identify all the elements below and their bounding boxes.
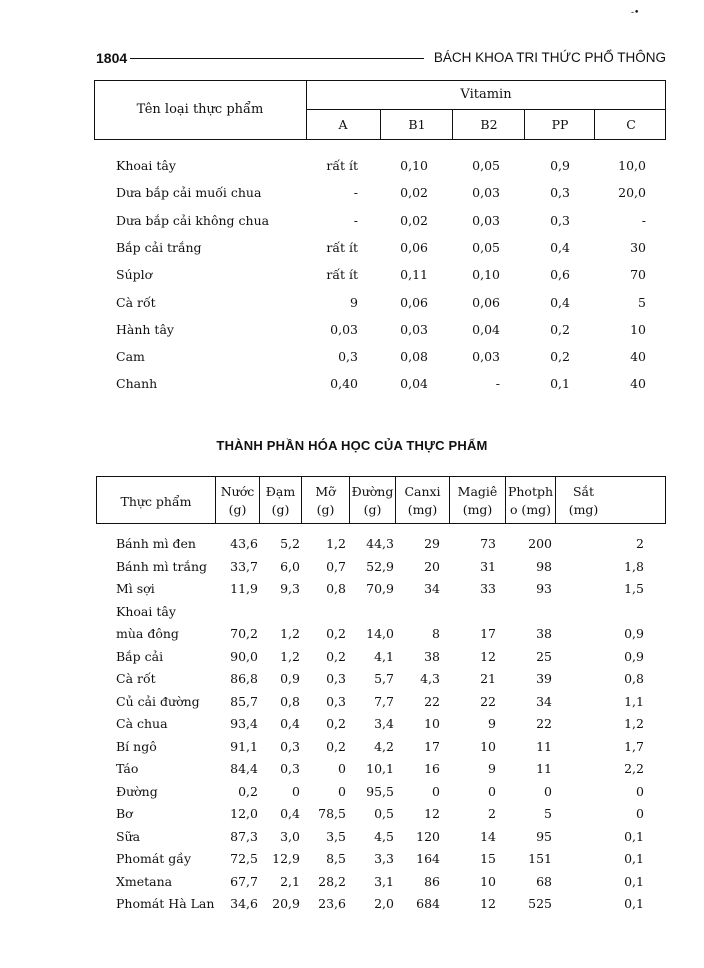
- table-cell: -: [641, 212, 646, 228]
- column-header: [505, 477, 555, 523]
- table-cell: 39: [536, 671, 552, 686]
- table-cell: 4,5: [374, 828, 394, 844]
- food-name: Súplơ: [116, 267, 153, 283]
- food-name: Bánh mì trắng: [116, 558, 208, 574]
- table-row: [96, 761, 666, 781]
- table-cell: 0,05: [472, 158, 500, 173]
- table-cell: 3,5: [326, 828, 346, 844]
- table-cell: 120: [416, 828, 440, 844]
- food-name: Cam: [116, 349, 145, 365]
- column-header: [259, 477, 301, 523]
- table-cell: rất ít: [326, 158, 358, 173]
- table-row: [94, 349, 666, 369]
- table-cell: 11,9: [230, 581, 258, 596]
- table-cell: 0: [544, 783, 552, 799]
- table-row: [96, 896, 666, 916]
- table-row: [94, 185, 666, 205]
- table-cell: 0,2: [326, 626, 346, 641]
- table-cell: 4,3: [420, 671, 440, 686]
- table-cell: 0,6: [550, 267, 570, 283]
- column-header-label: Nước: [220, 484, 255, 499]
- table-cell: 0,1: [550, 376, 570, 392]
- table-cell: 86: [424, 873, 440, 889]
- table-cell: 0,1: [624, 851, 644, 866]
- table-row: [96, 806, 666, 826]
- table-row: [96, 536, 666, 556]
- table-cell: 0: [338, 783, 346, 799]
- table-cell: 9: [488, 761, 496, 776]
- table-cell: 3,3: [374, 851, 394, 866]
- table-cell: 1,2: [280, 648, 300, 664]
- table-cell: 0,03: [330, 321, 358, 337]
- table-cell: 1,1: [624, 693, 644, 709]
- column-header-unit: (mg): [462, 502, 493, 517]
- vitamin-table-header: [94, 80, 666, 140]
- header-rule: [130, 58, 424, 59]
- table-cell: 22: [424, 693, 440, 709]
- vitamin-column-header: B2: [452, 109, 525, 140]
- table-cell: 0,1: [624, 896, 644, 911]
- table-cell: 2: [636, 536, 644, 551]
- column-header: [215, 477, 259, 523]
- table-cell: 0,3: [280, 761, 300, 776]
- column-header-label: Đạm: [265, 484, 296, 499]
- table-cell: 1,2: [624, 716, 644, 731]
- table-cell: 1,2: [326, 536, 346, 551]
- table-cell: 73: [480, 536, 496, 551]
- column-header-label: Đường: [351, 484, 394, 499]
- table-cell: 0,40: [330, 376, 358, 392]
- table-cell: 2,0: [374, 896, 394, 911]
- food-name: Dưa bắp cải muối chua: [116, 185, 262, 201]
- column-header: [395, 477, 449, 523]
- table-cell: 20,0: [618, 185, 646, 201]
- column-header-label: Thực phẩm: [120, 494, 192, 509]
- table-cell: 0,05: [472, 239, 500, 255]
- table-cell: rất ít: [326, 239, 358, 255]
- table-cell: 0,8: [624, 671, 644, 686]
- table-cell: 33: [480, 581, 496, 596]
- food-name: Bắp cải: [116, 648, 164, 664]
- column-header-label: Photph: [507, 484, 554, 499]
- table-cell: 22: [480, 693, 496, 709]
- table-cell: 0: [338, 761, 346, 776]
- food-name: mùa đông: [116, 626, 179, 641]
- table-cell: 0,2: [326, 648, 346, 664]
- table-cell: 0,7: [326, 558, 346, 574]
- food-name: Phomát gầy: [116, 851, 192, 866]
- table-cell: 10,1: [366, 761, 394, 776]
- table-row: [94, 240, 666, 260]
- table-cell: 40: [630, 376, 646, 392]
- table-cell: 0,8: [326, 581, 346, 596]
- table-cell: 28,2: [318, 873, 346, 889]
- table-row: [96, 739, 666, 759]
- food-name: Cà rốt: [116, 671, 156, 686]
- composition-table-header: [96, 476, 666, 524]
- table-cell: 0: [636, 806, 644, 821]
- table-cell: 4,1: [374, 648, 394, 664]
- table-cell: 0,03: [472, 212, 500, 228]
- table-cell: 70: [630, 267, 646, 283]
- food-name: Đường: [116, 783, 158, 799]
- table-cell: 5,2: [280, 536, 300, 551]
- food-name: Phomát Hà Lan: [116, 896, 215, 911]
- table-row: [94, 295, 666, 315]
- book-title: BÁCH KHOA TRI THỨC PHỔ THÔNG: [433, 50, 666, 65]
- table-cell: 0,3: [280, 738, 300, 754]
- food-name: Bắp cải trắng: [116, 239, 202, 255]
- table-cell: 10: [630, 321, 646, 337]
- table-cell: 2,2: [624, 761, 644, 776]
- column-header-label: Mỡ: [315, 484, 336, 499]
- table-cell: 11: [536, 761, 552, 776]
- table-row: [96, 649, 666, 669]
- table-cell: 72,5: [230, 851, 258, 866]
- food-name: Hành tây: [116, 321, 174, 337]
- table-cell: 0: [432, 783, 440, 799]
- table-cell: 9,3: [280, 581, 300, 596]
- food-name: Sữa: [116, 828, 141, 844]
- table-cell: 0,2: [238, 783, 258, 799]
- vitamin-column-header: PP: [524, 109, 595, 140]
- table-row: [96, 784, 666, 804]
- table-cell: 9: [350, 294, 358, 310]
- table-cell: 0,10: [472, 267, 500, 283]
- table-cell: 98: [536, 558, 552, 574]
- food-name: Khoai tây: [116, 158, 176, 173]
- table-cell: 22: [536, 716, 552, 731]
- table-cell: 0,9: [550, 158, 570, 173]
- food-name: Cà rốt: [116, 294, 156, 310]
- table-cell: 12: [480, 896, 496, 911]
- food-name: Dưa bắp cải không chua: [116, 212, 270, 228]
- table-cell: 93: [536, 581, 552, 596]
- table-cell: 40: [630, 349, 646, 365]
- table-row: [96, 829, 666, 849]
- table-cell: 10: [424, 716, 440, 731]
- table-row: [96, 559, 666, 579]
- table-cell: 84,4: [230, 761, 258, 776]
- table-cell: 23,6: [318, 896, 346, 911]
- table-cell: 3,1: [374, 873, 394, 889]
- table-cell: 684: [416, 896, 440, 911]
- food-name: Cà chua: [116, 716, 168, 731]
- table-row: [96, 851, 666, 871]
- table-cell: 70,9: [366, 581, 394, 596]
- table-cell: 2: [488, 806, 496, 821]
- table-cell: 21: [480, 671, 496, 686]
- table-cell: -: [353, 185, 358, 201]
- table-cell: 7,7: [374, 693, 394, 709]
- table-cell: 30: [630, 239, 646, 255]
- column-header-unit: (g): [363, 502, 382, 517]
- table-cell: 91,1: [230, 738, 258, 754]
- table-cell: 16: [424, 761, 440, 776]
- column-header-unit: o (mg): [509, 502, 552, 517]
- table-cell: 95,5: [366, 783, 394, 799]
- table-cell: 0,3: [338, 349, 358, 365]
- table-cell: 12,9: [272, 851, 300, 866]
- table-cell: -: [495, 376, 500, 392]
- table-cell: 0,04: [400, 376, 428, 392]
- column-header-label: Canxi: [404, 484, 441, 499]
- table-cell: 5: [638, 294, 646, 310]
- table-cell: 0,3: [550, 212, 570, 228]
- column-header-unit: (g): [316, 502, 335, 517]
- column-header-unit: (g): [228, 502, 247, 517]
- section-title: THÀNH PHẦN HÓA HỌC CỦA THỰC PHẨM: [216, 438, 488, 453]
- table-cell: 0: [636, 783, 644, 799]
- table-cell: 10,0: [618, 158, 646, 173]
- table-cell: 1,7: [624, 738, 644, 754]
- running-header: [96, 50, 666, 70]
- table-cell: 14: [480, 828, 496, 844]
- table-cell: 2,1: [280, 873, 300, 889]
- table-cell: 34: [536, 693, 552, 709]
- column-header-label: Sắt: [572, 484, 595, 499]
- table-cell: 0,9: [624, 648, 644, 664]
- table-cell: 3,0: [280, 828, 300, 844]
- column-header-unit: (mg): [407, 502, 438, 517]
- table-cell: 43,6: [230, 536, 258, 551]
- table-row: [96, 626, 666, 646]
- table-cell: 85,7: [230, 693, 258, 709]
- table-cell: 1,8: [624, 558, 644, 574]
- table-cell: 17: [424, 738, 440, 754]
- table-cell: 200: [528, 536, 552, 551]
- vitamin-column-header: B1: [380, 109, 453, 140]
- food-name: Bơ: [116, 806, 133, 821]
- column-header-unit: (g): [271, 502, 290, 517]
- food-name: Củ cải đường: [116, 693, 200, 709]
- food-name: Khoai tây: [116, 603, 176, 619]
- table-cell: 0,06: [400, 239, 428, 255]
- table-cell: 164: [416, 851, 440, 866]
- table-row: [96, 671, 666, 691]
- table-cell: 8,5: [326, 851, 346, 866]
- table-cell: 0,03: [472, 185, 500, 201]
- table-cell: 0,2: [326, 738, 346, 754]
- table-cell: 12: [424, 806, 440, 821]
- page-number: 1804: [96, 50, 128, 66]
- table-cell: 0: [488, 783, 496, 799]
- table-row: [94, 158, 666, 178]
- table-cell: 0,04: [472, 321, 500, 337]
- table-cell: 90,0: [230, 648, 258, 664]
- table-cell: 0,2: [550, 349, 570, 365]
- table-cell: 0,02: [400, 185, 428, 201]
- table-cell: 78,5: [318, 806, 346, 821]
- table-cell: 0,2: [550, 321, 570, 337]
- table-cell: 525: [528, 896, 552, 911]
- table-cell: 86,8: [230, 671, 258, 686]
- vitamin-column-header: C: [594, 109, 667, 140]
- table-cell: 95: [536, 828, 552, 844]
- table-cell: 0,4: [550, 294, 570, 310]
- food-name: Bánh mì đen: [116, 536, 196, 551]
- column-header: [301, 477, 349, 523]
- table-cell: 25: [536, 648, 552, 664]
- table-cell: 0,02: [400, 212, 428, 228]
- column-header: [97, 477, 215, 523]
- table-cell: 20,9: [272, 896, 300, 911]
- table-row: [96, 716, 666, 736]
- table-cell: 8: [432, 626, 440, 641]
- table-row: [94, 376, 666, 396]
- food-name: Mì sợi: [116, 581, 155, 596]
- table-cell: 0,3: [326, 671, 346, 686]
- table-cell: 20: [424, 558, 440, 574]
- table-cell: 0,06: [472, 294, 500, 310]
- table-cell: 0,03: [472, 349, 500, 365]
- food-name: Chanh: [116, 376, 158, 392]
- table-cell: 34: [424, 581, 440, 596]
- table-cell: 34,6: [230, 896, 258, 911]
- food-name: Xmetana: [116, 873, 173, 889]
- column-header: [449, 477, 505, 523]
- table-cell: 70,2: [230, 626, 258, 641]
- table-cell: 1,5: [624, 581, 644, 596]
- vitamin-column-header: A: [338, 117, 348, 132]
- table-cell: 10: [480, 873, 496, 889]
- table-cell: 0,9: [280, 671, 300, 686]
- table-cell: 0,1: [624, 873, 644, 889]
- table-cell: 3,4: [374, 716, 394, 731]
- table-row: [94, 213, 666, 233]
- table-cell: 17: [480, 626, 496, 641]
- table-cell: 33,7: [230, 558, 258, 574]
- table-cell: 12: [480, 648, 496, 664]
- table-cell: 151: [528, 851, 552, 866]
- table-cell: 0,08: [400, 349, 428, 365]
- table-cell: 0: [292, 783, 300, 799]
- table-cell: 11: [536, 738, 552, 754]
- table-cell: 38: [424, 648, 440, 664]
- table-cell: rất ít: [326, 267, 358, 283]
- table-cell: 1,2: [280, 626, 300, 641]
- table-row: [96, 604, 666, 624]
- table-cell: 15: [480, 851, 496, 866]
- column-header-unit: (mg): [568, 502, 599, 517]
- table-cell: 0,9: [624, 626, 644, 641]
- table-cell: 6,0: [280, 558, 300, 574]
- table-cell: 0,4: [280, 806, 300, 821]
- table-cell: 0,8: [280, 693, 300, 709]
- table-cell: 0,11: [400, 267, 428, 283]
- table-cell: 0,4: [280, 716, 300, 731]
- table-cell: 12,0: [230, 806, 258, 821]
- table-row: [96, 694, 666, 714]
- table-cell: 68: [536, 873, 552, 889]
- table-cell: 44,3: [366, 536, 394, 551]
- table-cell: -: [353, 212, 358, 228]
- table-cell: 4,2: [374, 738, 394, 754]
- table-cell: 5: [544, 806, 552, 821]
- table-cell: 0,06: [400, 294, 428, 310]
- food-name: Bí ngô: [116, 738, 157, 754]
- table-cell: 0,2: [326, 716, 346, 731]
- table-cell: 0,4: [550, 239, 570, 255]
- table-cell: 0,3: [550, 185, 570, 201]
- table-cell: 38: [536, 626, 552, 641]
- table-cell: 0,03: [400, 321, 428, 337]
- table-row: [96, 874, 666, 894]
- column-header: [349, 477, 395, 523]
- table-row: [94, 267, 666, 287]
- table-cell: 0,5: [374, 806, 394, 821]
- table-cell: 87,3: [230, 828, 258, 844]
- food-name: Táo: [116, 761, 139, 776]
- table-cell: 31: [480, 558, 496, 574]
- table-cell: 0,10: [400, 158, 428, 173]
- food-name-header: Tên loại thực phẩm: [136, 102, 264, 117]
- table-cell: 52,9: [366, 558, 394, 574]
- table-cell: 67,7: [230, 873, 258, 889]
- table-cell: 9: [488, 716, 496, 731]
- table-cell: 5,7: [374, 671, 394, 686]
- table-row: [94, 322, 666, 342]
- column-header-label: Magiê: [457, 484, 498, 499]
- table-cell: 0,3: [326, 693, 346, 709]
- table-cell: 93,4: [230, 716, 258, 731]
- table-row: [96, 581, 666, 601]
- table-cell: 10: [480, 738, 496, 754]
- table-cell: 14,0: [366, 626, 394, 641]
- column-header: [555, 477, 611, 523]
- table-cell: 0,1: [624, 828, 644, 844]
- corner-mark: -•: [631, 8, 640, 18]
- vitamin-group-header: Vitamin: [460, 87, 512, 102]
- table-cell: 29: [424, 536, 440, 551]
